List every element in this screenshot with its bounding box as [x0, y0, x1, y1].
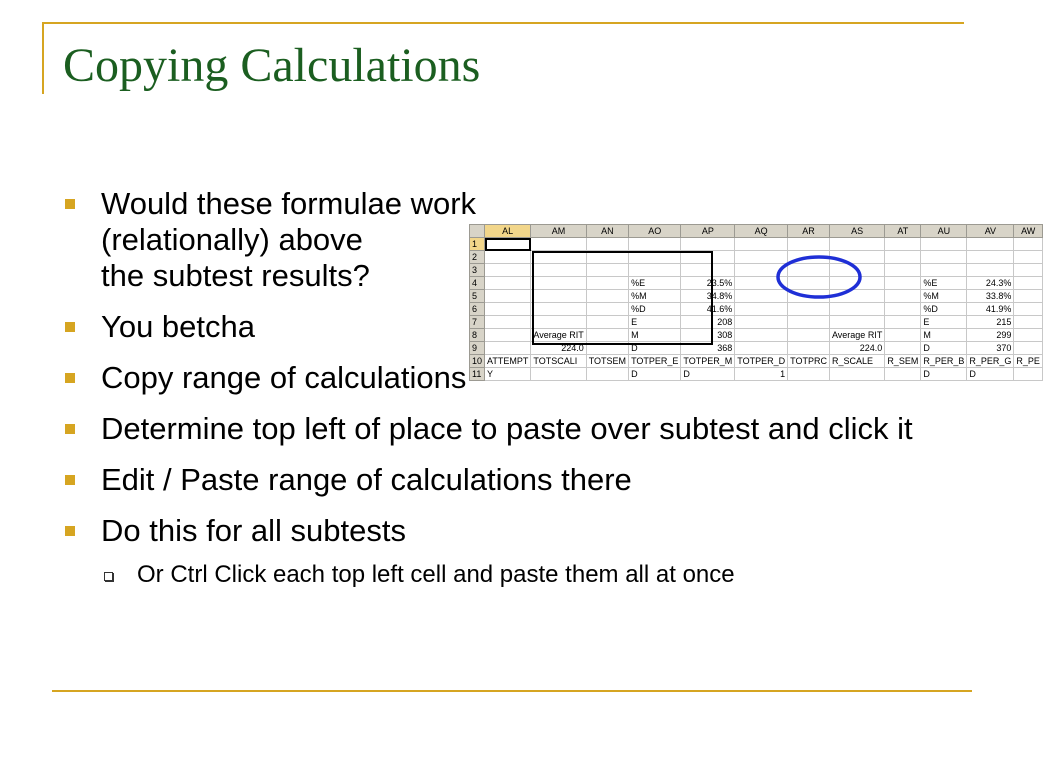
sheet-cell[interactable]: 34.8% [681, 290, 735, 303]
sheet-cell[interactable]: Y [485, 368, 531, 381]
square-bullet-icon [65, 373, 75, 383]
sheet-cell[interactable] [967, 251, 1014, 264]
sheet-row [470, 264, 1043, 277]
sheet-cell[interactable] [788, 238, 830, 251]
sheet-cell[interactable]: 33.8% [967, 290, 1014, 303]
column-header[interactable]: AO [629, 225, 681, 238]
sheet-cell[interactable] [1014, 368, 1043, 381]
column-header[interactable]: AU [921, 225, 967, 238]
column-header[interactable]: AS [829, 225, 884, 238]
sheet-cell[interactable]: %D [629, 303, 681, 316]
column-header[interactable]: AR [788, 225, 830, 238]
row-header[interactable]: 3 [470, 264, 485, 277]
sheet-cell[interactable] [829, 303, 884, 316]
sheet-cell[interactable] [1014, 342, 1043, 355]
bullet-line: the subtest results? [101, 258, 370, 293]
sheet-cell[interactable] [735, 316, 788, 329]
bullet-text: Copy range of calculations [101, 360, 467, 395]
sheet-cell[interactable] [681, 264, 735, 277]
sheet-cell[interactable] [788, 251, 830, 264]
sheet-cell[interactable]: 224.0 [531, 342, 586, 355]
bullet-line: (relationally) above [101, 222, 363, 257]
spreadsheet-grid [469, 224, 1043, 381]
sheet-cell[interactable]: D [967, 368, 1014, 381]
sheet-cell[interactable] [885, 264, 921, 277]
sheet-cell[interactable]: E [629, 316, 681, 329]
bottom-rule [52, 690, 972, 692]
sheet-cell[interactable] [735, 277, 788, 290]
sheet-cell[interactable] [531, 264, 586, 277]
sheet-cell[interactable]: TOTPRC [788, 355, 830, 368]
sheet-cell[interactable]: %E [921, 277, 967, 290]
sheet-cell[interactable]: %M [921, 290, 967, 303]
sheet-cell[interactable] [1014, 251, 1043, 264]
row-header[interactable]: 8 [470, 329, 485, 342]
bullet-line: Would these formulae work [101, 186, 477, 221]
sheet-cell[interactable] [788, 290, 830, 303]
sheet-cell[interactable]: TOTPER_E [629, 355, 681, 368]
sheet-row [470, 238, 1043, 251]
sheet-cell[interactable] [485, 329, 531, 342]
sheet-cell[interactable] [531, 251, 586, 264]
sheet-cell[interactable]: R_PER_B [921, 355, 967, 368]
sheet-cell[interactable] [586, 264, 628, 277]
row-header[interactable]: 2 [470, 251, 485, 264]
square-bullet-icon [65, 199, 75, 209]
sheet-cell[interactable] [921, 251, 967, 264]
sheet-cell[interactable] [829, 277, 884, 290]
sheet-cell[interactable]: 370 [967, 342, 1014, 355]
sheet-cell[interactable] [829, 316, 884, 329]
hollow-square-bullet-icon [104, 572, 113, 581]
column-header[interactable]: AP [681, 225, 735, 238]
sheet-cell[interactable] [629, 264, 681, 277]
spreadsheet-screenshot [469, 224, 1040, 381]
sheet-cell[interactable] [735, 329, 788, 342]
sheet-cell[interactable] [967, 238, 1014, 251]
bullet-all-subtests [62, 513, 982, 549]
sheet-cell[interactable] [531, 290, 586, 303]
sheet-cell[interactable]: %E [629, 277, 681, 290]
sheet-cell[interactable] [1014, 238, 1043, 251]
sheet-cell[interactable] [829, 238, 884, 251]
sheet-cell[interactable] [586, 342, 628, 355]
sheet-cell[interactable] [1014, 329, 1043, 342]
sheet-cell[interactable] [485, 342, 531, 355]
sheet-cell[interactable] [531, 277, 586, 290]
sub-bullet-text: Or Ctrl Click each top left cell and paste them all at once [137, 561, 735, 588]
sheet-cell[interactable]: 208 [681, 316, 735, 329]
sheet-cell[interactable] [485, 277, 531, 290]
sheet-cell[interactable]: 41.9% [967, 303, 1014, 316]
bullet-edit-paste [62, 462, 982, 498]
sheet-cell[interactable] [735, 290, 788, 303]
sheet-row [470, 290, 1043, 303]
sheet-row [470, 329, 1043, 342]
sheet-row [470, 355, 1043, 368]
sheet-cell[interactable] [885, 342, 921, 355]
sheet-cell[interactable]: TOTPER_M [681, 355, 735, 368]
sheet-cell[interactable] [885, 290, 921, 303]
sheet-cell[interactable]: Average RIT [531, 329, 586, 342]
sheet-row [470, 342, 1043, 355]
sheet-cell[interactable]: TOTSCALI [531, 355, 586, 368]
sheet-cell[interactable] [1014, 290, 1043, 303]
sheet-cell[interactable] [829, 290, 884, 303]
sheet-cell[interactable]: 215 [967, 316, 1014, 329]
sheet-cell[interactable]: D [629, 342, 681, 355]
sheet-cell[interactable] [586, 277, 628, 290]
bullet-text: Determine top left of place to paste over subtest and click it [101, 411, 913, 446]
row-header[interactable]: 6 [470, 303, 485, 316]
column-header-row [470, 225, 1043, 238]
column-header[interactable]: AM [531, 225, 586, 238]
sheet-cell[interactable] [1014, 316, 1043, 329]
sheet-cell[interactable] [735, 264, 788, 277]
sheet-cell[interactable]: D [921, 368, 967, 381]
sheet-row [470, 303, 1043, 316]
square-bullet-icon [65, 526, 75, 536]
sheet-cell[interactable]: R_PER_G [967, 355, 1014, 368]
sheet-cell[interactable] [485, 251, 531, 264]
sheet-cell[interactable] [531, 238, 586, 251]
sheet-cell[interactable]: E [921, 316, 967, 329]
sheet-cell[interactable] [586, 316, 628, 329]
sheet-cell[interactable]: 368 [681, 342, 735, 355]
sheet-cell[interactable] [735, 251, 788, 264]
sheet-cell[interactable] [485, 238, 531, 251]
sheet-cell[interactable] [586, 329, 628, 342]
bullet-text: Edit / Paste range of calculations there [101, 462, 632, 497]
sheet-row [470, 251, 1043, 264]
sheet-cell[interactable] [586, 238, 628, 251]
sheet-cell[interactable]: 1 [735, 368, 788, 381]
sheet-cell[interactable]: TOTSEM [586, 355, 628, 368]
sheet-cell[interactable] [829, 264, 884, 277]
sheet-cell[interactable] [1014, 277, 1043, 290]
sheet-cell[interactable]: 41.6% [681, 303, 735, 316]
sheet-cell[interactable]: TOTPER_D [735, 355, 788, 368]
sheet-cell[interactable] [586, 251, 628, 264]
sheet-cell[interactable] [681, 238, 735, 251]
sheet-cell[interactable]: %D [921, 303, 967, 316]
sheet-row [470, 316, 1043, 329]
sheet-cell[interactable] [788, 277, 830, 290]
slide-title: Copying Calculations [63, 39, 481, 92]
sheet-cell[interactable] [885, 316, 921, 329]
sheet-cell[interactable] [531, 316, 586, 329]
sheet-cell[interactable] [967, 264, 1014, 277]
sheet-cell[interactable]: R_PE [1014, 355, 1043, 368]
row-header[interactable]: 7 [470, 316, 485, 329]
sheet-cell[interactable] [1014, 303, 1043, 316]
sheet-row [470, 368, 1043, 381]
sheet-cell[interactable] [788, 264, 830, 277]
column-header[interactable]: AV [967, 225, 1014, 238]
sub-bullet-ctrl-click [62, 560, 982, 590]
sheet-cell[interactable] [586, 368, 628, 381]
sheet-cell[interactable] [485, 264, 531, 277]
sheet-cell[interactable] [586, 303, 628, 316]
sheet-cell[interactable]: M [921, 329, 967, 342]
column-header[interactable]: AQ [735, 225, 788, 238]
square-bullet-icon [65, 475, 75, 485]
sheet-cell[interactable] [885, 329, 921, 342]
sheet-cell[interactable]: 308 [681, 329, 735, 342]
sheet-cell[interactable]: 23.5% [681, 277, 735, 290]
sheet-cell[interactable] [735, 303, 788, 316]
sheet-cell[interactable] [531, 368, 586, 381]
square-bullet-icon [65, 424, 75, 434]
sheet-cell[interactable] [885, 277, 921, 290]
column-header[interactable]: AW [1014, 225, 1043, 238]
sheet-cell[interactable] [788, 303, 830, 316]
sheet-cell[interactable] [885, 368, 921, 381]
top-rule [42, 22, 964, 24]
sheet-cell[interactable]: 299 [967, 329, 1014, 342]
square-bullet-icon [65, 322, 75, 332]
sheet-body [470, 238, 1043, 381]
sheet-cell[interactable]: R_SCALE [829, 355, 884, 368]
left-rule [42, 22, 44, 94]
sheet-cell[interactable] [735, 342, 788, 355]
sheet-cell[interactable] [788, 368, 830, 381]
sheet-cell[interactable] [885, 251, 921, 264]
sheet-cell[interactable] [531, 303, 586, 316]
row-header[interactable]: 11 [470, 368, 485, 381]
sheet-cell[interactable]: R_SEM [885, 355, 921, 368]
sheet-cell[interactable] [885, 303, 921, 316]
sheet-cell[interactable]: D [629, 368, 681, 381]
sheet-cell[interactable]: M [629, 329, 681, 342]
bullet-text: Do this for all subtests [101, 513, 406, 548]
sheet-cell[interactable] [921, 264, 967, 277]
sheet-row [470, 277, 1043, 290]
sheet-cell[interactable]: D [681, 368, 735, 381]
select-all-corner[interactable] [470, 225, 485, 238]
sheet-cell[interactable] [735, 238, 788, 251]
sheet-cell[interactable]: 224.0 [829, 342, 884, 355]
row-header[interactable]: 10 [470, 355, 485, 368]
sheet-cell[interactable] [788, 316, 830, 329]
sheet-cell[interactable] [829, 251, 884, 264]
bullet-text: You betcha [101, 309, 256, 344]
row-header[interactable]: 1 [470, 238, 485, 251]
row-header[interactable]: 4 [470, 277, 485, 290]
sheet-cell[interactable]: Average RIT [829, 329, 884, 342]
column-header[interactable]: AN [586, 225, 628, 238]
row-header[interactable]: 9 [470, 342, 485, 355]
bullet-determine-top-left [62, 411, 982, 447]
column-header[interactable]: AT [885, 225, 921, 238]
sheet-cell[interactable] [1014, 264, 1043, 277]
sheet-cell[interactable] [788, 329, 830, 342]
sheet-cell[interactable] [586, 290, 628, 303]
sheet-cell[interactable] [485, 316, 531, 329]
sheet-cell[interactable] [885, 238, 921, 251]
sheet-cell[interactable] [921, 238, 967, 251]
sheet-cell[interactable] [629, 238, 681, 251]
sheet-cell[interactable] [629, 251, 681, 264]
sheet-cell[interactable] [829, 368, 884, 381]
sheet-cell[interactable]: %M [629, 290, 681, 303]
column-header[interactable]: AL [485, 225, 531, 238]
sheet-cell[interactable]: ATTEMPT [485, 355, 531, 368]
sheet-cell[interactable] [485, 290, 531, 303]
sheet-cell[interactable]: D [921, 342, 967, 355]
sheet-cell[interactable] [681, 251, 735, 264]
sheet-cell[interactable] [788, 342, 830, 355]
sheet-cell[interactable] [485, 303, 531, 316]
row-header[interactable]: 5 [470, 290, 485, 303]
sheet-cell[interactable]: 24.3% [967, 277, 1014, 290]
